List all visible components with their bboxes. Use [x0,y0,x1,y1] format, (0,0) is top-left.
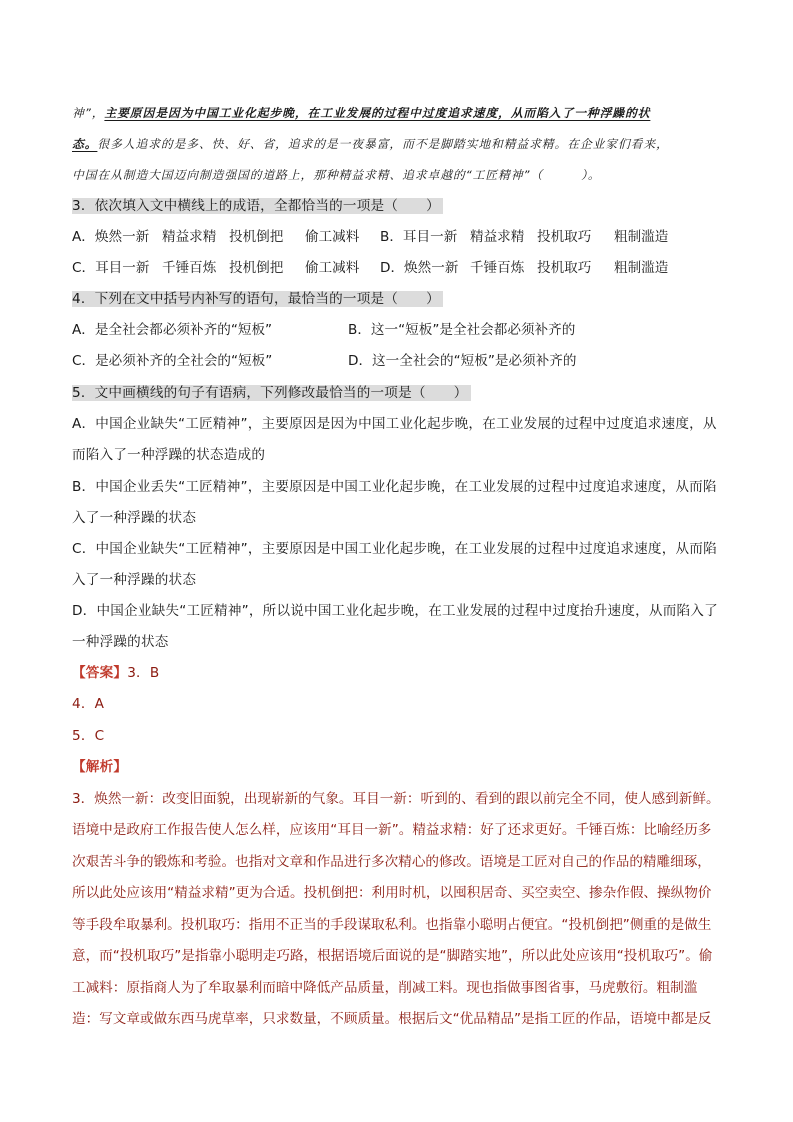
underlined-sentence-end: 态。 [72,137,98,151]
q5-option-D-line-2: 一种浮躁的状态 [72,634,169,650]
q3-option-A-3: 投机倒把 [229,229,284,245]
passage-line-2 [72,134,669,154]
underlined-sentence: 主要原因是因为中国工业化起步晚，在工业发展的过程中过度追求速度，从而陷入了一种浮躁的状 [104,106,651,120]
q5-option-D-line-1: D．中国企业缺失“工匠精神”，所以说中国工业化起步晚，在工业发展的过程中过度抬升速度，从而陷入了 [72,603,718,619]
q3-option-C-3: 投机倒把 [229,260,284,276]
q4-option-C: C．是必须补齐的全社会的“短板” [72,353,273,369]
passage-text: 中国在从制造大国迈向制造强国的道路上，那种精益求精、追求卓越的“工匠精神”（ [72,168,544,182]
q3-option-B-3: 投机取巧 [537,229,592,245]
q4-option-A: A．是全社会都必须补齐的“短板” [72,322,273,338]
question-5-stem [72,383,471,403]
q3-option-A-1: A．焕然一新 [72,229,150,245]
q5-option-C-line-1: C．中国企业缺失“工匠精神”，主要原因是中国工业化起步晚，在工业发展的过程中过度追求速度，从而陷 [72,541,717,557]
question-stem-text: 5．文中画横线的句子有语病，下列修改最恰当的一项是（ [72,385,426,401]
analysis-tag: 【解析】 [72,759,128,775]
question-4-stem [72,289,443,309]
question-stem-end: ） [426,291,440,307]
q5-option-B-line-2: 入了一种浮躁的状态 [72,510,197,526]
q5-option-A-line-1: A．中国企业缺失“工匠精神”，主要原因是因为中国工业化起步晚，在工业发展的过程中过度追求速度，从 [72,416,717,432]
analysis-line: 意，而“投机取巧”是指靠小聪明走巧路，根据语境后面说的是“脚踏实地”，所以此处应该用“投机取巧”。偷 [72,948,713,964]
q3-option-C-4: 偷工减料 [305,260,360,276]
question-stem-highlight [72,198,443,214]
q3-option-A-4: 偷工减料 [305,229,360,245]
question-3-stem [72,196,443,216]
analysis-line: 造：写文章或做东西马虎草率，只求数量，不顾质量。根据后文“优品精品”是指工匠的作品，语境中都是反 [72,1011,712,1027]
answer-tag: 【答案】 [72,665,128,681]
answer-4: 4．A [72,696,105,712]
passage-line-3 [72,165,601,185]
question-stem-end: ） [426,198,440,214]
q3-option-B-2: 精益求精 [470,229,525,245]
analysis-line: 次艰苦斗争的锻炼和考验。也指对文章和作品进行多次精心的修改。语境是工匠对自己的作品的精雕细琢， [72,854,711,870]
analysis-heading [72,757,127,777]
passage-line-1 [72,103,650,123]
passage-text: ）。 [581,168,601,182]
q3-option-B-4: 粗制滥造 [614,229,669,245]
q3-option-D-3: 投机取巧 [537,260,592,276]
passage-text: 神”， [72,106,105,120]
analysis-line: 等手段牟取暴利。投机取巧：指用不正当的手段谋取私利。也指靠小聪明占便宜。“投机倒把”侧重的是做生 [72,917,712,933]
question-stem-text: 3．依次填入文中横线上的成语，全都恰当的一项是（ [72,198,399,214]
question-stem-highlight [72,291,443,307]
q3-option-A-2: 精益求精 [162,229,217,245]
q3-option-D-4: 粗制滥造 [614,260,669,276]
analysis-line: 3．焕然一新：改变旧面貌，出现崭新的气象。耳目一新：听到的、看到的跟以前完全不同，使人感到新鲜。 [72,791,720,807]
analysis-line: 语境中是政府工作报告使人怎么样，应该用“耳目一新”。精益求精：好了还求更好。千锤百炼：比喻经历多 [72,822,712,838]
q3-option-D-1: D．焕然一新 [380,260,459,276]
analysis-line: 所以此处应该用“精益求精”更为合适。投机倒把：利用时机，以囤积居奇、买空卖空、掺杂作假、操纵物价 [72,885,712,901]
question-stem-text: 4．下列在文中括号内补写的语句，最恰当的一项是（ [72,291,399,307]
question-stem-highlight [72,385,471,401]
q4-option-B: B．这一“短板”是全社会都必须补齐的 [348,322,576,338]
q5-option-A-line-2: 而陷入了一种浮躁的状态造成的 [72,447,266,463]
q3-option-C-2: 千锤百炼 [162,260,217,276]
q4-option-D: D．这一全社会的“短板”是必须补齐的 [348,353,577,369]
q3-option-C-1: C．耳目一新 [72,260,150,276]
analysis-line: 工减料：原指商人为了牟取暴利而暗中降低产品质量，削减工料。现也指做事图省事，马虎敷衍。粗制滥 [72,980,698,996]
passage-text: 很多人追求的是多、快、好、省，追求的是一夜暴富，而不是脚踏实地和精益求精。在企业家们看来， [97,137,669,151]
q3-option-D-2: 千锤百炼 [470,260,525,276]
answer-3: 3．B [127,665,160,681]
answer-5: 5．C [72,728,105,744]
answer-line-3 [72,663,159,683]
q5-option-B-line-1: B．中国企业丢失“工匠精神”，主要原因是中国工业化起步晚，在工业发展的过程中过度追求速度，从而陷 [72,479,717,495]
q5-option-C-line-2: 入了一种浮躁的状态 [72,572,197,588]
q3-option-B-1: B．耳目一新 [380,229,458,245]
question-stem-end: ） [453,385,468,401]
